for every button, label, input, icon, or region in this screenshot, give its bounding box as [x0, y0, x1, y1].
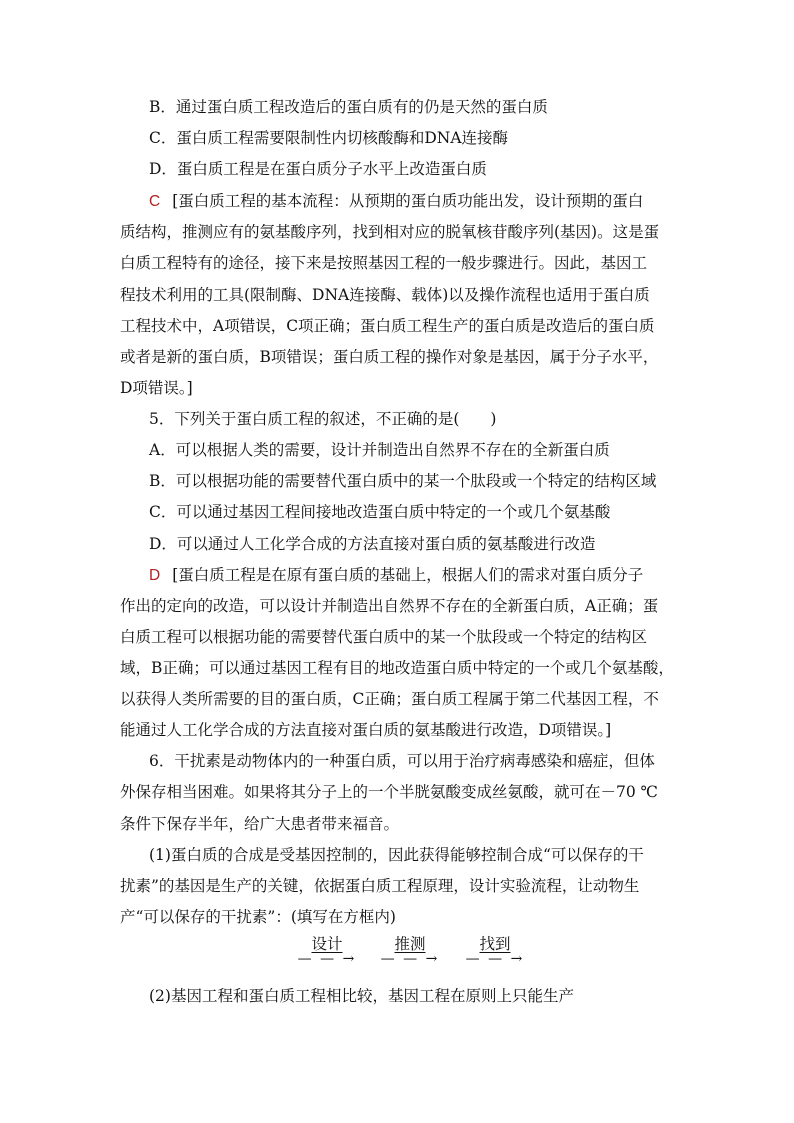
option-c: C．蛋白质工程需要限制性内切核酸酶和DNA连接酶: [149, 129, 509, 147]
explanation-line: 能通过人工化学合成的方法直接对蛋白质的氨基酸进行改造，D项错误。]: [120, 721, 612, 739]
answer-letter: C: [149, 193, 161, 210]
arrow-icon: — — →: [465, 951, 525, 967]
question-6-line: 外保存相当困难。如果将其分子上的一个半胱氨酸变成丝氨酸，就可在－70 ℃: [120, 783, 658, 801]
question-5: 5．下列关于蛋白质工程的叙述，不正确的是( ): [149, 410, 497, 428]
arrow-icon: — — →: [380, 951, 440, 967]
flow-step-label: 设计: [311, 935, 343, 953]
option-b: B．可以根据功能的需要替代蛋白质中的某一个肽段或一个特定的结构区域: [149, 472, 657, 490]
answer-line: C [蛋白质工程的基本流程：从预期的蛋白质功能出发，设计预期的蛋白: [149, 192, 644, 210]
explanation-line: 白质工程可以根据功能的需要替代蛋白质中的某一个肽段或一个特定的结构区: [120, 628, 648, 646]
flow-step: [287, 935, 367, 965]
question-6: 6．干扰素是动物体内的一种蛋白质，可以用于治疗病毒感染和癌症，但体: [149, 752, 655, 770]
option-b: B．通过蛋白质工程改造后的蛋白质有的仍是天然的蛋白质: [149, 98, 548, 116]
explanation-line: 以获得人类所需要的目的蛋白质，C正确；蛋白质工程属于第二代基因工程，不: [120, 690, 659, 708]
sub-question-2: (2)基因工程和蛋白质工程相比较，基因工程在原则上只能生产: [149, 987, 574, 1005]
explanation-line: 质结构，推测应有的氨基酸序列，找到相对应的脱氧核苷酸序列(基因)。这是蛋: [120, 223, 660, 241]
answer-line: D [蛋白质工程是在原有蛋白质的基础上，根据人们的需求对蛋白质分子: [149, 566, 644, 584]
flow-step-label: 推测: [394, 935, 426, 953]
flow-step: [370, 935, 450, 965]
option-d: D．可以通过人工化学合成的方法直接对蛋白质的氨基酸进行改造: [149, 535, 596, 553]
explanation-line: 作出的定向的改造，可以设计并制造出自然界不存在的全新蛋白质，A正确；蛋: [120, 597, 659, 615]
question-6-line: 条件下保存半年，给广大患者带来福音。: [120, 815, 400, 833]
arrow-icon: — — →: [297, 951, 357, 967]
option-c: C．可以通过基因工程间接地改造蛋白质中特定的一个或几个氨基酸: [149, 503, 611, 521]
sub-question-1-line: 扰素”的基因是生产的关键，依据蛋白质工程原理，设计实验流程，让动物生: [120, 877, 640, 895]
flow-step-label: 找到: [479, 935, 511, 953]
flow-step: [455, 935, 535, 965]
sub-question-1-line: 产“可以保存的干扰素”：(填写在方框内): [120, 908, 396, 926]
flow-diagram: [0, 935, 794, 975]
explanation-line: 域，B正确；可以通过基因工程有目的地改造蛋白质中特定的一个或几个氨基酸，: [120, 659, 674, 677]
sub-question-1: (1)蛋白质的合成是受基因控制的，因此获得能够控制合成“可以保存的干: [149, 846, 644, 864]
answer-letter: D: [149, 567, 161, 584]
explanation-line: 或者是新的蛋白质，B项错误；蛋白质工程的操作对象是基因，属于分子水平，: [120, 348, 659, 366]
option-d: D．蛋白质工程是在蛋白质分子水平上改造蛋白质: [149, 160, 487, 178]
option-a: A．可以根据人类的需要，设计并制造出自然界不存在的全新蛋白质: [149, 441, 610, 459]
explanation-line: 工程技术中，A项错误，C项正确；蛋白质工程生产的蛋白质是改造后的蛋白质: [120, 317, 655, 335]
explanation-line: 白质工程特有的途径，接下来是按照基因工程的一般步骤进行。因此，基因工: [120, 254, 648, 272]
explanation-line: D项错误。]: [120, 379, 193, 397]
explanation-line: 程技术利用的工具(限制酶、DNA连接酶、载体)以及操作流程也适用于蛋白质: [120, 286, 650, 304]
